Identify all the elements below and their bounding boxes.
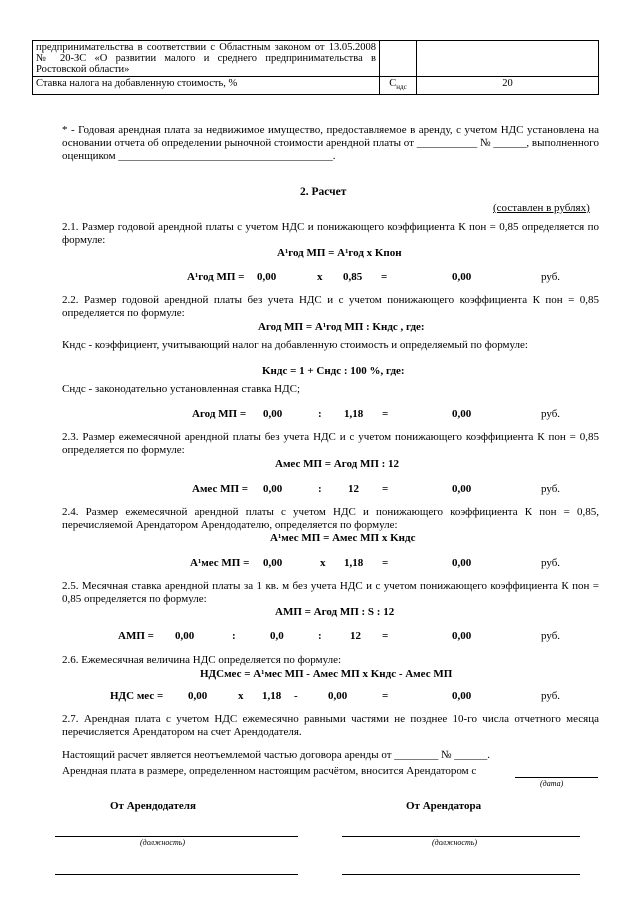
table-cell-symbol bbox=[380, 77, 417, 95]
signature-left-title: От Арендодателя bbox=[110, 800, 196, 812]
calc-lhs: НДС мес = bbox=[110, 690, 164, 702]
section-title: 2. Расчет bbox=[300, 186, 347, 198]
closing-line-2: Арендная плата в размере, определенном настоящим расчётом, вносится Арендатором с bbox=[62, 765, 477, 777]
closing-line-1: Настоящий расчет является неотъемлемой частью договора аренды от ________ № ______. bbox=[62, 749, 491, 761]
calc-unit: руб. bbox=[541, 690, 561, 702]
table-cell-description: Ставка налога на добавленную стоимость, % bbox=[33, 77, 380, 95]
table-cell-symbol bbox=[380, 41, 417, 77]
calc-result: 0,00 bbox=[452, 690, 472, 702]
para-2-1: 2.1. Размер годовой арендной платы с учетом НДС и понижающего коэффициента К пон = 0,85 определяется по формуле: bbox=[62, 221, 599, 246]
para-2-4: 2.4. Размер ежемесячной арендной платы с учетом НДС и понижающего коэффициента К пон = 0,85, перечисляемой Арендатором Арендодателю, определяется по формуле: bbox=[62, 506, 599, 531]
formula-2-4: A¹мес МП = Aмес МП x Kндс bbox=[270, 532, 416, 544]
kndc-formula: Kндс = 1 + Cндс : 100 %, где: bbox=[262, 365, 405, 377]
calc-value-a: 0,00 bbox=[263, 408, 283, 420]
para-2-7: 2.7. Арендная плата с учетом НДС ежемесячно равными частями не позднее 10-го числа отчетного месяца перечисляется Арендатором на счет Арендодателя. bbox=[62, 713, 599, 738]
calc-result: 0,00 bbox=[452, 630, 472, 642]
calc-value-a: 0,00 bbox=[263, 557, 283, 569]
calc-equals: = bbox=[382, 690, 389, 702]
params-table bbox=[32, 40, 599, 95]
calc-equals: = bbox=[382, 557, 389, 569]
currency-note: (составлен в рублях) bbox=[493, 202, 590, 214]
symbol-sub: ндс bbox=[396, 83, 407, 92]
calc-result: 0,00 bbox=[452, 408, 472, 420]
calc-value-a: 0,00 bbox=[188, 690, 208, 702]
calc-value-c: 0,00 bbox=[328, 690, 348, 702]
calc-operator-2: : bbox=[318, 630, 322, 642]
calc-result: 0,00 bbox=[452, 483, 472, 495]
calc-lhs: A¹год МП = bbox=[187, 271, 245, 283]
calc-value-a: 0,00 bbox=[175, 630, 195, 642]
formula-2-1: A¹год МП = A¹год x Kпон bbox=[277, 247, 402, 259]
signature-line-right bbox=[342, 874, 580, 875]
calc-equals: = bbox=[381, 271, 388, 283]
calc-lhs: Aмес МП = bbox=[192, 483, 249, 495]
calc-value-b: 1,18 bbox=[344, 408, 364, 420]
calc-value-a: 0,00 bbox=[257, 271, 277, 283]
calc-operator-2: - bbox=[294, 690, 298, 702]
calc-operator: : bbox=[318, 408, 322, 420]
table-row bbox=[33, 41, 599, 77]
formula-2-6: НДСмес = A¹мес МП - Aмес МП x Kндс - Aмес МП bbox=[200, 668, 453, 680]
position-line-right bbox=[342, 836, 580, 837]
calc-operator: x bbox=[317, 271, 323, 283]
table-cell-value: 20 bbox=[417, 77, 599, 95]
calc-equals: = bbox=[382, 483, 389, 495]
signature-line-left bbox=[55, 874, 298, 875]
calc-result: 0,00 bbox=[452, 557, 472, 569]
calc-value-b: 1,18 bbox=[262, 690, 282, 702]
calc-value-a: 0,00 bbox=[263, 483, 283, 495]
calc-result: 0,00 bbox=[452, 271, 472, 283]
calc-equals: = bbox=[382, 630, 389, 642]
position-note-left: (должность) bbox=[140, 838, 186, 847]
calc-value-c: 12 bbox=[350, 630, 361, 642]
calc-unit: руб. bbox=[541, 483, 561, 495]
calc-operator-1: x bbox=[238, 690, 244, 702]
signature-right-title: От Арендатора bbox=[406, 800, 482, 812]
calc-equals: = bbox=[382, 408, 389, 420]
calc-lhs: A¹мес МП = bbox=[190, 557, 250, 569]
table-row bbox=[33, 77, 599, 95]
para-2-3: 2.3. Размер ежемесячной арендной платы без учета НДС и с учетом понижающего коэффициента К пон = 0,85 определяется по формуле: bbox=[62, 431, 599, 456]
date-underline bbox=[515, 777, 598, 778]
table-cell-value bbox=[417, 41, 599, 77]
calc-unit: руб. bbox=[541, 408, 561, 420]
calc-unit: руб. bbox=[541, 271, 561, 283]
calc-operator: x bbox=[320, 557, 326, 569]
calc-operator-1: : bbox=[232, 630, 236, 642]
table-cell-description: предпринимательства в соответствии с Областным законом от 13.05.2008 № 20-ЗС «О развитии малого и среднего предпринимательства в Ростовской области» bbox=[33, 41, 380, 77]
formula-2-3: Aмес МП = Aгод МП : 12 bbox=[275, 458, 400, 470]
formula-2-5: AМП = Aгод МП : S : 12 bbox=[275, 606, 395, 618]
para-2-6: 2.6. Ежемесячная величина НДС определяется по формуле: bbox=[62, 654, 342, 666]
para-2-2: 2.2. Размер годовой арендной платы без учета НДС и с учетом понижающего коэффициента К пон = 0,85 определяется по формуле: bbox=[62, 294, 599, 319]
symbol-main: С bbox=[389, 78, 397, 89]
calc-value-b: 0,85 bbox=[343, 271, 363, 283]
kndc-definition: Кндс - коэффициент, учитывающий налог на добавленную стоимость и определяемый по формуле: bbox=[62, 339, 528, 351]
calc-lhs: AМП = bbox=[118, 630, 154, 642]
footnote: * - Годовая арендная плата за недвижимое имущество, предоставляемое в аренду, с учетом НДС установлена на основании отчета об определении рыночной стоимости арендной платы от ___________ № ______, выполненного оценщиком _______________________________________. bbox=[62, 124, 599, 162]
calc-unit: руб. bbox=[541, 557, 561, 569]
formula-2-2: Aгод МП = A¹год МП : Kндс , где: bbox=[258, 321, 425, 333]
position-line-left bbox=[55, 836, 298, 837]
calc-lhs: Aгод МП = bbox=[192, 408, 247, 420]
date-note: (дата) bbox=[540, 779, 564, 788]
calc-value-b: 12 bbox=[348, 483, 359, 495]
cndc-definition: Cндс - законодательно установленная ставка НДС; bbox=[62, 383, 301, 395]
calc-value-b: 1,18 bbox=[344, 557, 364, 569]
calc-operator: : bbox=[318, 483, 322, 495]
calc-unit: руб. bbox=[541, 630, 561, 642]
para-2-5: 2.5. Месячная ставка арендной платы за 1 кв. м без учета НДС и с учетом понижающего коэффициента К пон = 0,85 определяется по формуле: bbox=[62, 580, 599, 605]
position-note-right: (должность) bbox=[432, 838, 478, 847]
calc-value-b: 0,0 bbox=[270, 630, 284, 642]
